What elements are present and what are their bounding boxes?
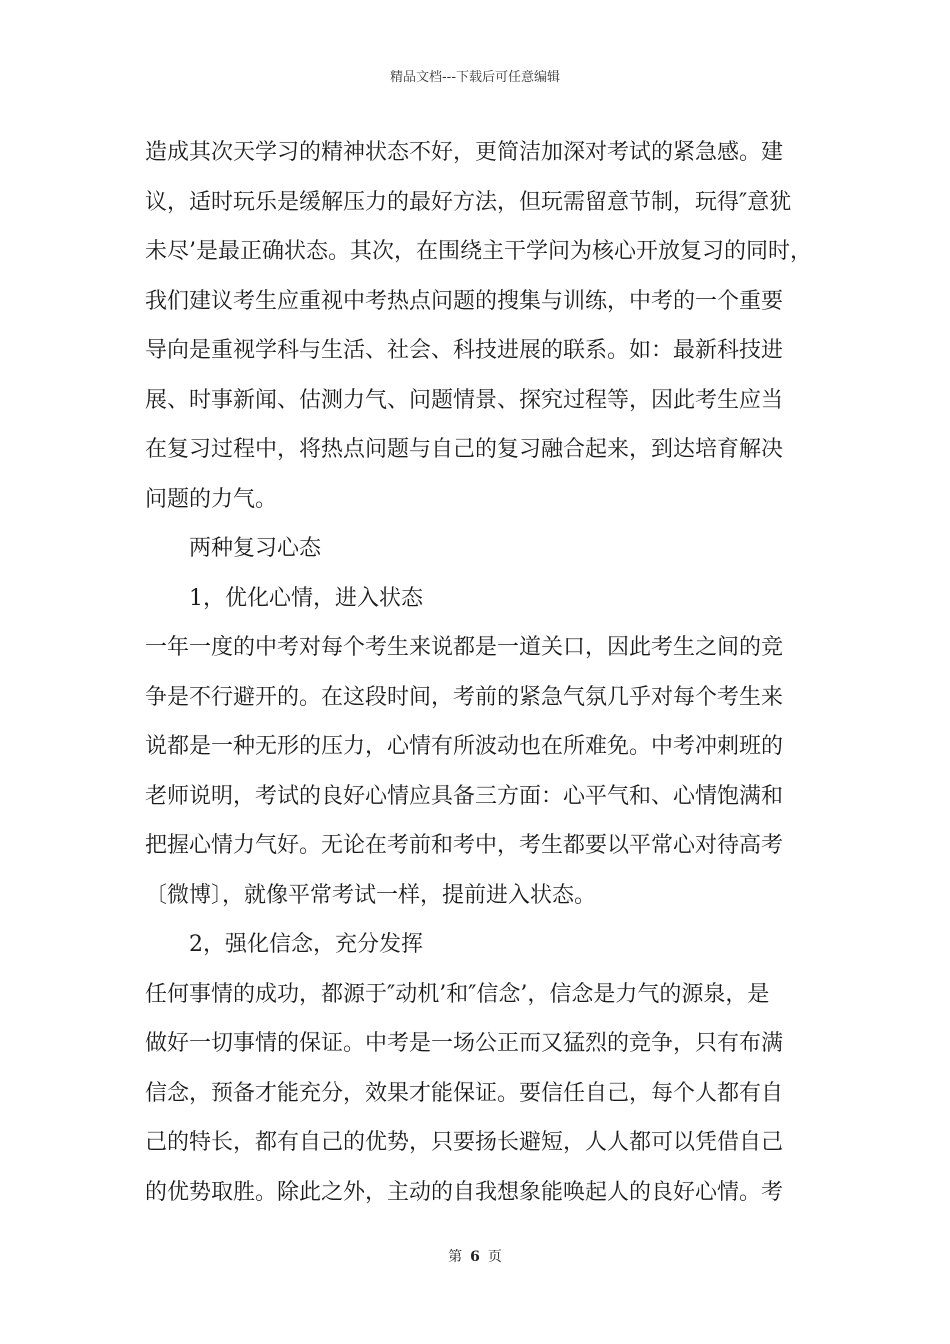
text-line: 问题的力气。: [145, 486, 278, 512]
text-line: 说都是一种无形的压力，心情有所波动也在所难免。中考冲刺班的: [145, 734, 784, 759]
page-label-prefix: 第: [448, 1249, 463, 1265]
text-line: 信念，预备才能充分，效果才能保证。要信任自己，每个人都有自: [145, 1080, 784, 1106]
text-line: 己的特长，都有自己的优势，只要扬长避短，人人都可以凭借自己: [145, 1130, 784, 1155]
text-line: 〔微博〕，就像平常考试一样，提前进入状态。: [145, 882, 597, 908]
text-line: 把握心情力气好。无论在考前和考中，考生都要以平常心对待高考: [145, 833, 784, 858]
page-header: 精品文档---下载后可任意编辑: [389, 70, 561, 85]
text-line: 在复习过程中，将热点问题与自己的复习融合起来，到达培育解决: [145, 437, 784, 462]
text-line: 任何事情的成功，都源于″动机’和″信念’，信念是力气的源泉，是: [145, 981, 770, 1007]
text-line: 争是不行避开的。在这段时间，考前的紧急气氛几乎对每个考生来: [145, 684, 784, 710]
text-line: 2，强化信念，充分发挥: [189, 932, 423, 957]
text-line: 导向是重视学科与生活、社会、科技进展的联系。如：最新科技进: [145, 338, 784, 363]
page-number: 6: [470, 1249, 480, 1265]
text-line: 一年一度的中考对每个考生来说都是一道关口，因此考生之间的竞: [145, 635, 784, 660]
text-line: 两种复习心态: [189, 536, 322, 561]
page-footer: [0, 1246, 950, 1266]
text-line: 做好一切事情的保证。中考是一场公正而又猛烈的竞争，只有布满: [145, 1031, 784, 1056]
text-line: 造成其次天学习的精神状态不好，更简洁加深对考试的紧急感。建: [145, 140, 784, 165]
text-line: 展、时事新闻、估测力气、问题情景、探究过程等，因此考生应当: [145, 387, 784, 413]
text-line: 老师说明，考试的良好心情应具备三方面：心平气和、心情饱满和: [145, 783, 784, 809]
text-line: 1，优化心情，进入状态: [189, 585, 423, 611]
text-line: 的优势取胜。除此之外，主动的自我想象能唤起人的良好心情。考: [145, 1179, 784, 1205]
document-body: [145, 128, 815, 1217]
text-line: 我们建议考生应重视中考热点问题的搜集与训练，中考的一个重要: [145, 288, 784, 314]
text-line: 未尽’是最正确状态。其次，在围绕主干学问为核心开放复习的同时，: [145, 239, 812, 264]
text-line: 议，适时玩乐是缓解压力的最好方法，但玩需留意节制，玩得″意犹: [145, 189, 792, 215]
page-label-suffix: 页: [487, 1249, 502, 1265]
